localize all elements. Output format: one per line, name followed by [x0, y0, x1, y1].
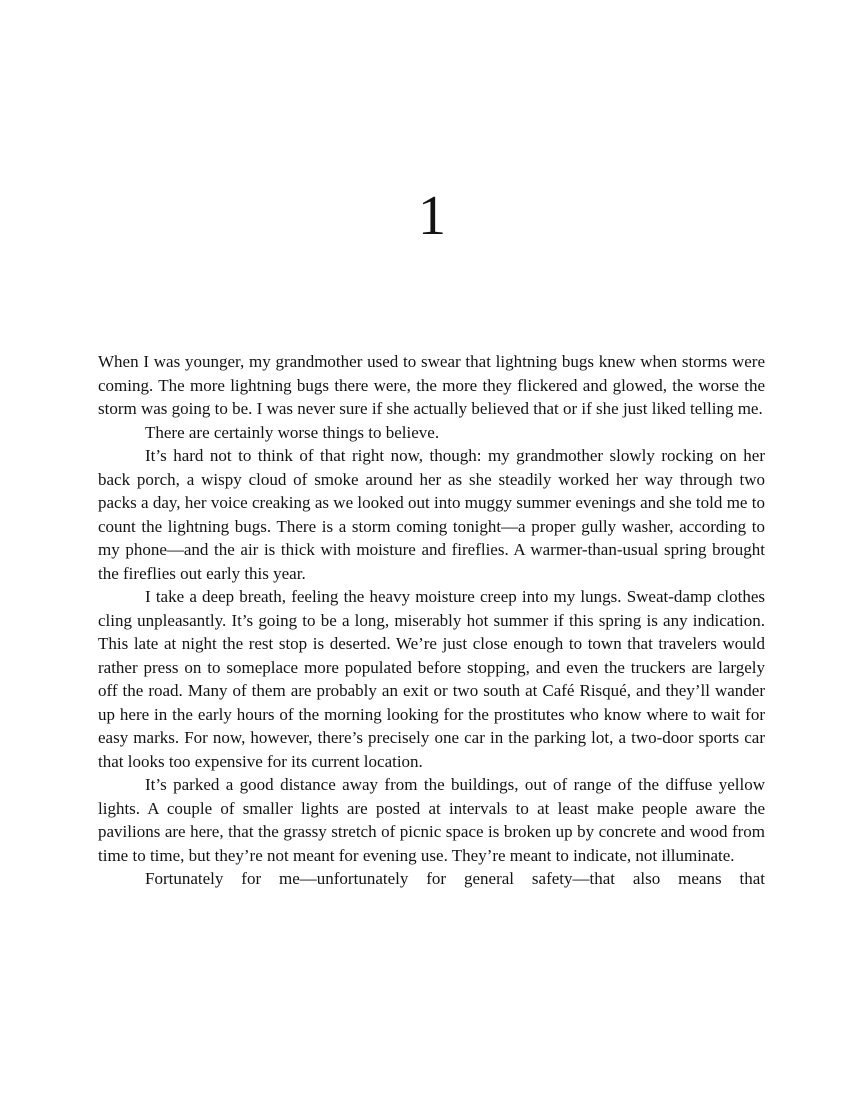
paragraph: I take a deep breath, feeling the heavy moisture creep into my lungs. Sweat-damp clothes cling unpleasantly. It’s going to be a long, miserably hot summer if this spring is any indication. This late at night the rest stop is deserted. We’re just close enough to town that travelers would rather press on to someplace more populated before stopping, and even the truckers are largely off the road. Many of them are probably an exit or two south at Café Risqué, and they’ll wander up here in the early hours of the morning looking for the prostitutes who know where to wait for easy marks. For now, however, there’s precisely one car in the parking lot, a two-door sports car that looks too expensive for its current location. [98, 587, 765, 771]
paragraph: It’s hard not to think of that right now, though: my grandmother slowly rocking on her back porch, a wispy cloud of smoke around her as she steadily worked her way through two packs a day, her voice creaking as we looked out into muggy summer evenings and she told me to count the lightning bugs. There is a storm coming tonight—a proper gully washer, according to my phone—and the air is thick with moisture and fireflies. A warmer-than-usual spring brought the fireflies out early this year. [98, 446, 765, 583]
paragraph: It’s parked a good distance away from the buildings, out of range of the diffuse yellow lights. A couple of smaller lights are posted at intervals to at least make people aware the pavilions are here, that the grassy stretch of picnic space is broken up by concrete and wood from time to time, but they’re not meant for evening use. They’re meant to indicate, not illuminate. [98, 775, 765, 865]
paragraph: There are certainly worse things to believe. [145, 422, 440, 442]
paragraph-continued: Fortunately for me—unfortunately for general safety—that also means that [145, 869, 765, 888]
chapter-number: 1 [418, 185, 446, 247]
page-body [98, 350, 765, 891]
paragraph: When I was younger, my grandmother used to swear that lightning bugs knew when storms were coming. The more lightning bugs there were, the more they flickered and glowed, the worse the storm was going to be. I was never sure if she actually believed that or if she just liked telling me. [98, 352, 765, 418]
